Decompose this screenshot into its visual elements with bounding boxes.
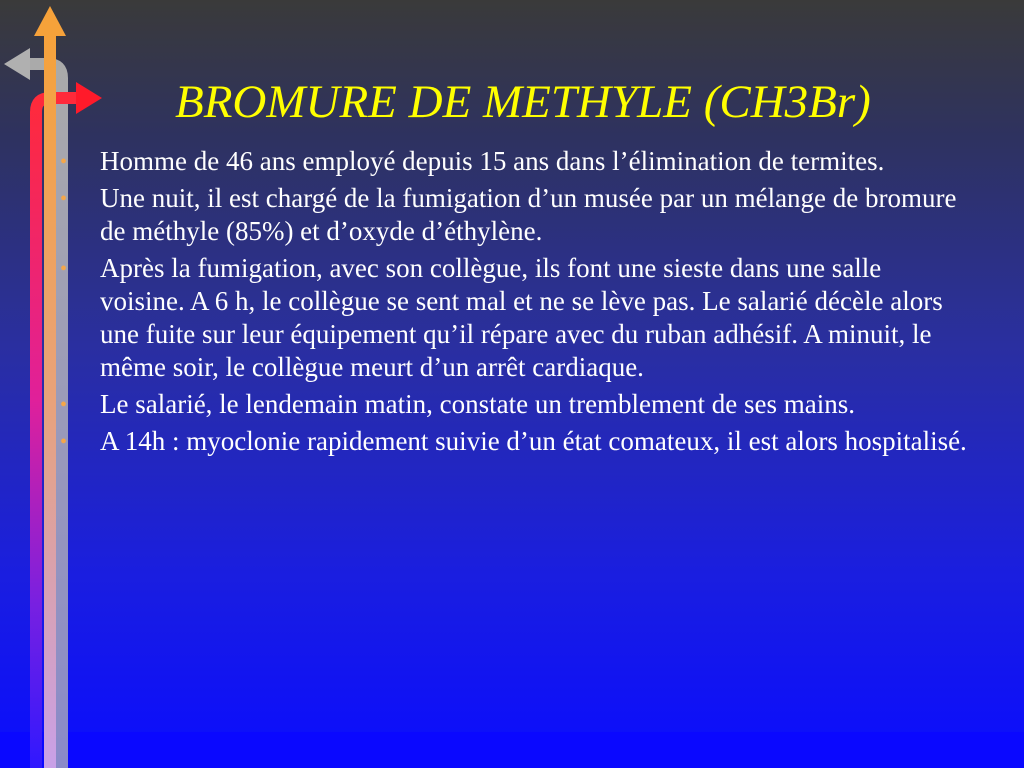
- slide-title: BROMURE DE METHYLE (CH3Br): [175, 76, 871, 128]
- bullet-text: A 14h : myoclonie rapidement suivie d’un état comateux, il est alors hospitalisé.: [100, 426, 967, 456]
- bullet-icon: •: [60, 394, 68, 416]
- background-bottom-band: [0, 732, 1024, 768]
- bullet-item: [60, 252, 970, 384]
- bullet-item: [60, 388, 970, 421]
- bullet-text: Le salarié, le lendemain matin, constate un tremblement de ses mains.: [100, 389, 855, 419]
- bullet-icon: •: [60, 188, 68, 210]
- bullet-icon: •: [60, 151, 68, 173]
- bullet-list: [60, 145, 970, 462]
- bullet-item: [60, 145, 970, 178]
- bullet-icon: •: [60, 431, 68, 453]
- bullet-item: [60, 425, 970, 458]
- bullet-text: Homme de 46 ans employé depuis 15 ans dans l’élimination de termites.: [100, 146, 885, 176]
- bullet-icon: •: [60, 258, 68, 280]
- bullet-text: Après la fumigation, avec son collègue, ils font une sieste dans une salle voisine. A 6 h, le collègue se sent mal et ne se lève pas. Le salarié décèle alors une fuite sur leur équipement qu’il répare avec du ruban adhésif. A minuit, le même soir, le collègue meurt d’un arrêt cardiaque.: [100, 253, 943, 382]
- arrows-decoration: [0, 0, 110, 768]
- bullet-item: [60, 182, 970, 248]
- bullet-text: Une nuit, il est chargé de la fumigation d’un musée par un mélange de bromure de méthyle (85%) et d’oxyde d’éthylène.: [100, 183, 957, 246]
